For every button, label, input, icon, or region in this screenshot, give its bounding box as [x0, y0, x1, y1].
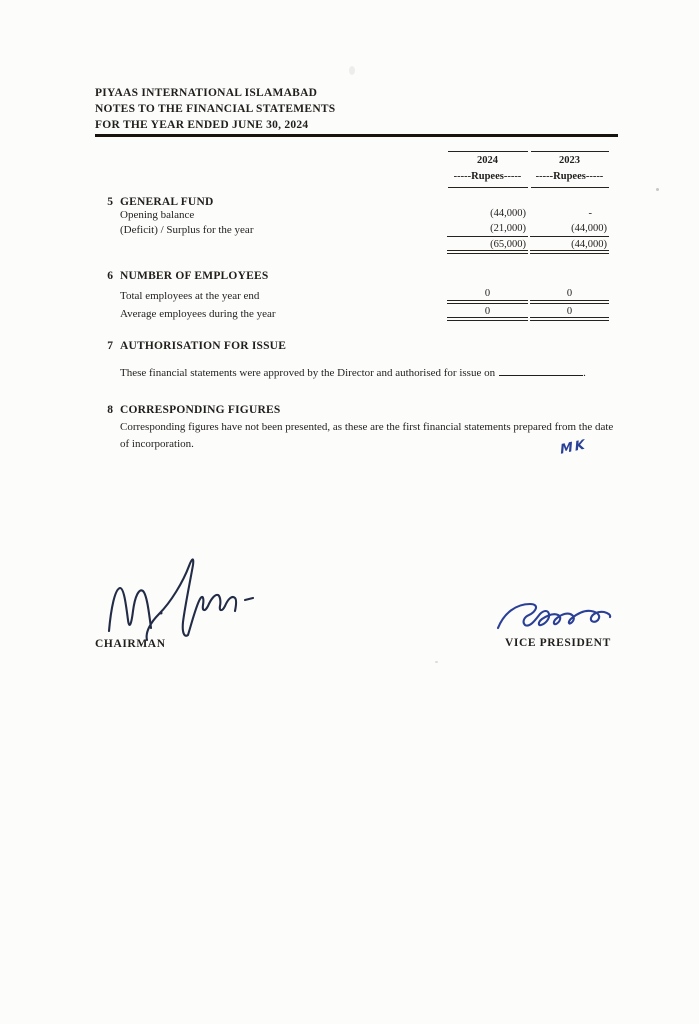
subtotal-rule-2024 — [447, 236, 528, 237]
chairman-role-label: CHAIRMAN — [95, 638, 166, 650]
column-header-2023: 2023 — [559, 155, 580, 166]
col-2024-top-rule — [448, 151, 528, 152]
document-header — [95, 85, 515, 133]
vice-president-signature — [494, 597, 616, 637]
handwritten-initials: MK — [559, 437, 588, 458]
row-label-average-employees: Average employees during the year — [120, 308, 276, 320]
unit-label-2024: -----Rupees----- — [453, 171, 522, 182]
total-employees-2024: 0 — [484, 288, 491, 299]
employees-rule1-2024 — [447, 300, 528, 304]
section-5-title: GENERAL FUND — [120, 196, 214, 208]
subtotal-rule-2023 — [530, 236, 609, 237]
row-label-deficit-surplus: (Deficit) / Surplus for the year — [120, 224, 254, 236]
average-employees-2023: 0 — [566, 306, 573, 317]
opening-balance-2023: - — [588, 208, 592, 219]
col-2023-bottom-rule — [531, 187, 609, 188]
opening-balance-2024: (44,000) — [490, 208, 526, 219]
scan-artifact — [349, 66, 355, 75]
total-double-rule-2024 — [447, 250, 528, 254]
company-name: PIYAAS INTERNATIONAL ISLAMABAD — [95, 87, 318, 99]
deficit-2024: (21,000) — [490, 223, 526, 234]
section-5-number: 5 — [107, 196, 113, 208]
period-line: FOR THE YEAR ENDED JUNE 30, 2024 — [95, 119, 309, 131]
section-6-title: NUMBER OF EMPLOYEES — [120, 270, 269, 282]
general-fund-total-2024: (65,000) — [490, 239, 526, 250]
row-label-opening-balance: Opening balance — [120, 209, 195, 221]
employees-rule2-2023 — [530, 317, 609, 321]
total-employees-2023: 0 — [566, 288, 573, 299]
col-2024-bottom-rule — [448, 187, 528, 188]
column-header-2024: 2024 — [477, 155, 498, 166]
authorisation-body: These financial statements were approved by the Director and authorised for issue on — [120, 367, 496, 379]
employees-rule2-2024 — [447, 317, 528, 321]
section-7-title: AUTHORISATION FOR ISSUE — [120, 340, 287, 352]
col-2023-top-rule — [531, 151, 609, 152]
chairman-signature — [95, 556, 260, 644]
section-6-number: 6 — [107, 270, 113, 282]
average-employees-2024: 0 — [484, 306, 491, 317]
authorisation-period-mark: . — [583, 367, 586, 379]
scan-artifact — [656, 188, 659, 191]
deficit-2023: (44,000) — [571, 223, 607, 234]
authorisation-paragraph — [120, 365, 640, 382]
general-fund-total-2023: (44,000) — [571, 239, 607, 250]
vice-president-role-label: VICE PRESIDENT — [505, 637, 611, 649]
row-label-total-employees: Total employees at the year end — [120, 290, 260, 302]
total-double-rule-2023 — [530, 250, 609, 254]
document-title: NOTES TO THE FINANCIAL STATEMENTS — [95, 103, 336, 115]
unit-label-2023: -----Rupees----- — [535, 171, 604, 182]
scan-artifact — [435, 661, 438, 663]
section-8-title: CORRESPONDING FIGURES — [120, 404, 281, 416]
header-rule — [95, 134, 618, 137]
corresponding-paragraph: Corresponding figures have not been presented, as these are the first financial statements prepared from the date of incorporation. — [120, 421, 614, 450]
employees-rule1-2023 — [530, 300, 609, 304]
date-blank-line — [499, 365, 583, 376]
section-8-number: 8 — [107, 404, 113, 416]
section-7-number: 7 — [107, 340, 113, 352]
